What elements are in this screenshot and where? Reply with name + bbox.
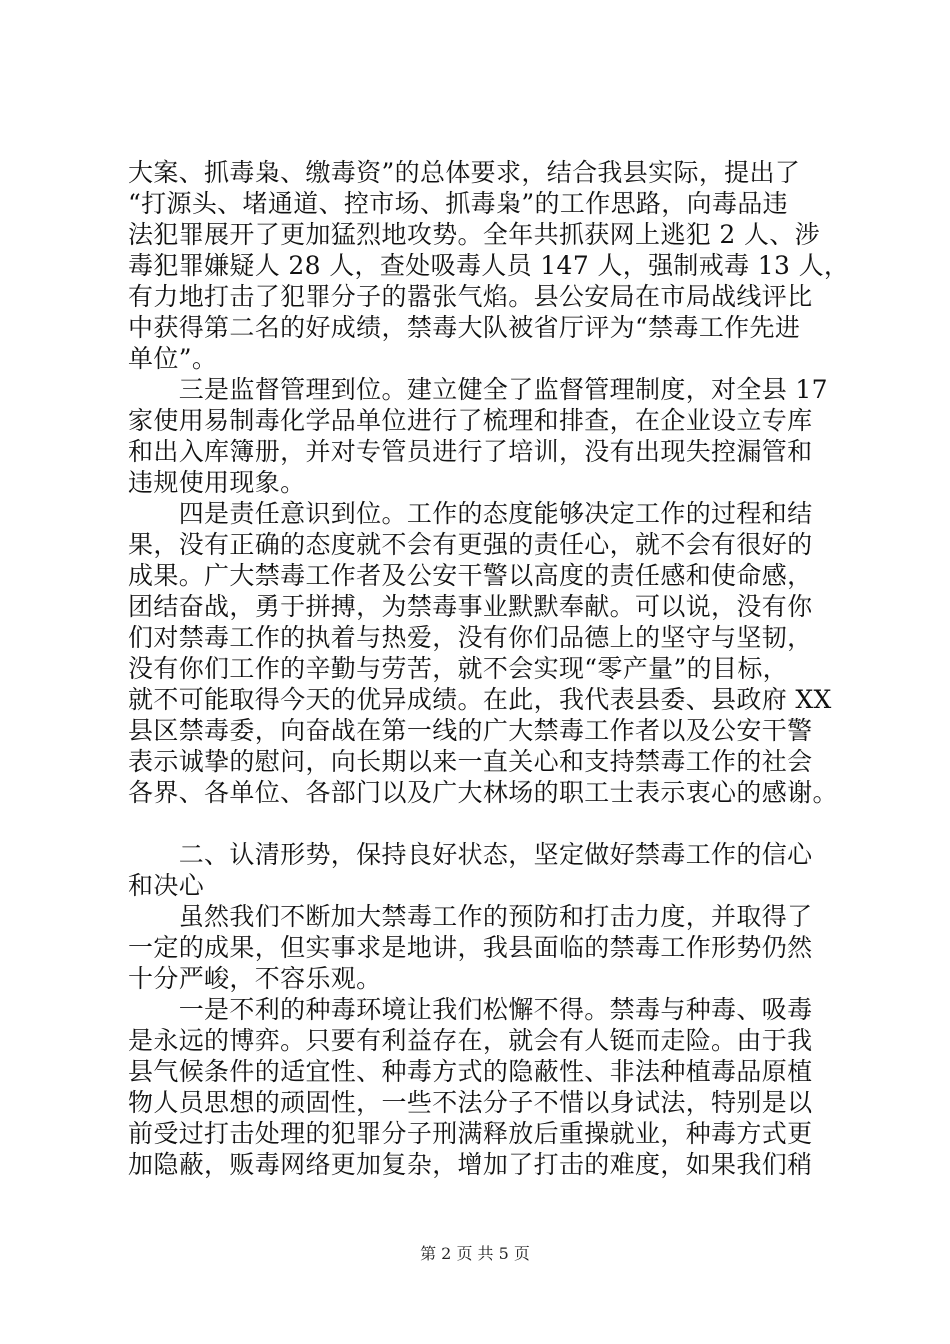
- paragraph: [128, 839, 840, 901]
- paragraph: [128, 374, 840, 498]
- page-footer: 第 2 页 共 5 页: [420, 1244, 530, 1263]
- text-line: 一是不利的种毒环境让我们松懈不得。禁毒与种毒、吸毒: [128, 995, 813, 1024]
- text-line: 三是监督管理到位。建立健全了监督管理制度，对全县 17: [128, 375, 828, 404]
- text-line: 表示诚挚的慰问，向长期以来一直关心和支持禁毒工作的社会: [128, 747, 813, 776]
- paragraph: [128, 994, 840, 1180]
- text-line: 就不可能取得今天的优异成绩。在此，我代表县委、县政府 XX: [128, 685, 832, 714]
- text-line: 县气候条件的适宜性、种毒方式的隐蔽性、非法种植毒品原植: [128, 1057, 813, 1086]
- text-line: 们对禁毒工作的执着与热爱，没有你们品德上的坚守与坚韧，: [128, 623, 813, 652]
- text-line: 法犯罪展开了更加猛烈地攻势。全年共抓获网上逃犯 2 人、涉: [128, 220, 820, 249]
- paragraph: [128, 498, 840, 808]
- text-line: 中获得第二名的好成绩，禁毒大队被省厅评为“禁毒工作先进: [128, 313, 801, 342]
- text-line: 成果。广大禁毒工作者及公安干警以高度的责任感和使命感，: [128, 561, 813, 590]
- text-line: 和出入库簿册，并对专管员进行了培训，没有出现失控漏管和: [128, 437, 813, 466]
- text-line: 单位”。: [128, 344, 218, 373]
- text-line: 果，没有正确的态度就不会有更强的责任心，就不会有很好的: [128, 530, 813, 559]
- text-line: 虽然我们不断加大禁毒工作的预防和打击力度，并取得了: [128, 902, 813, 931]
- text-line: 没有你们工作的辛勤与劳苦，就不会实现“零产量”的目标，: [128, 654, 789, 683]
- text-line: 大案、抓毒枭、缴毒资”的总体要求，结合我县实际，提出了: [128, 158, 801, 187]
- text-line: “打源头、堵通道、控市场、抓毒枭”的工作思路，向毒品违: [128, 189, 789, 218]
- text-line: 有力地打击了犯罪分子的嚣张气焰。县公安局在市局战线评比: [128, 282, 813, 311]
- text-line: 团结奋战，勇于拼搏，为禁毒事业默默奉献。可以说，没有你: [128, 592, 813, 621]
- document-body: [128, 157, 850, 1180]
- text-line: 物人员思想的顽固性，一些不法分子不惜以身试法，特别是以: [128, 1088, 813, 1117]
- text-line: 违规使用现象。: [128, 468, 306, 497]
- text-line: 二、认清形势，保持良好状态，坚定做好禁毒工作的信心: [128, 840, 813, 869]
- text-line: 加隐蔽，贩毒网络更加复杂，增加了打击的难度，如果我们稍: [128, 1150, 813, 1179]
- text-line: 毒犯罪嫌疑人 28 人，查处吸毒人员 147 人，强制戒毒 13 人，: [128, 251, 850, 280]
- text-line: 和决心: [128, 871, 205, 900]
- text-line: 是永远的博弈。只要有利益存在，就会有人铤而走险。由于我: [128, 1026, 813, 1055]
- paragraph: [128, 901, 840, 994]
- text-line: 前受过打击处理的犯罪分子刑满释放后重操就业，种毒方式更: [128, 1119, 813, 1148]
- text-line: 各界、各单位、各部门以及广大林场的职工士表示衷心的感谢。: [128, 778, 838, 807]
- paragraph: [128, 157, 850, 374]
- text-line: 县区禁毒委，向奋战在第一线的广大禁毒工作者以及公安干警: [128, 716, 813, 745]
- text-line: 四是责任意识到位。工作的态度能够决定工作的过程和结: [128, 499, 813, 528]
- text-line: 十分严峻，不容乐观。: [128, 964, 382, 993]
- text-line: 一定的成果，但实事求是地讲，我县面临的禁毒工作形势仍然: [128, 933, 813, 962]
- paragraph-spacer: [128, 808, 840, 839]
- text-line: 家使用易制毒化学品单位进行了梳理和排查，在企业设立专库: [128, 406, 813, 435]
